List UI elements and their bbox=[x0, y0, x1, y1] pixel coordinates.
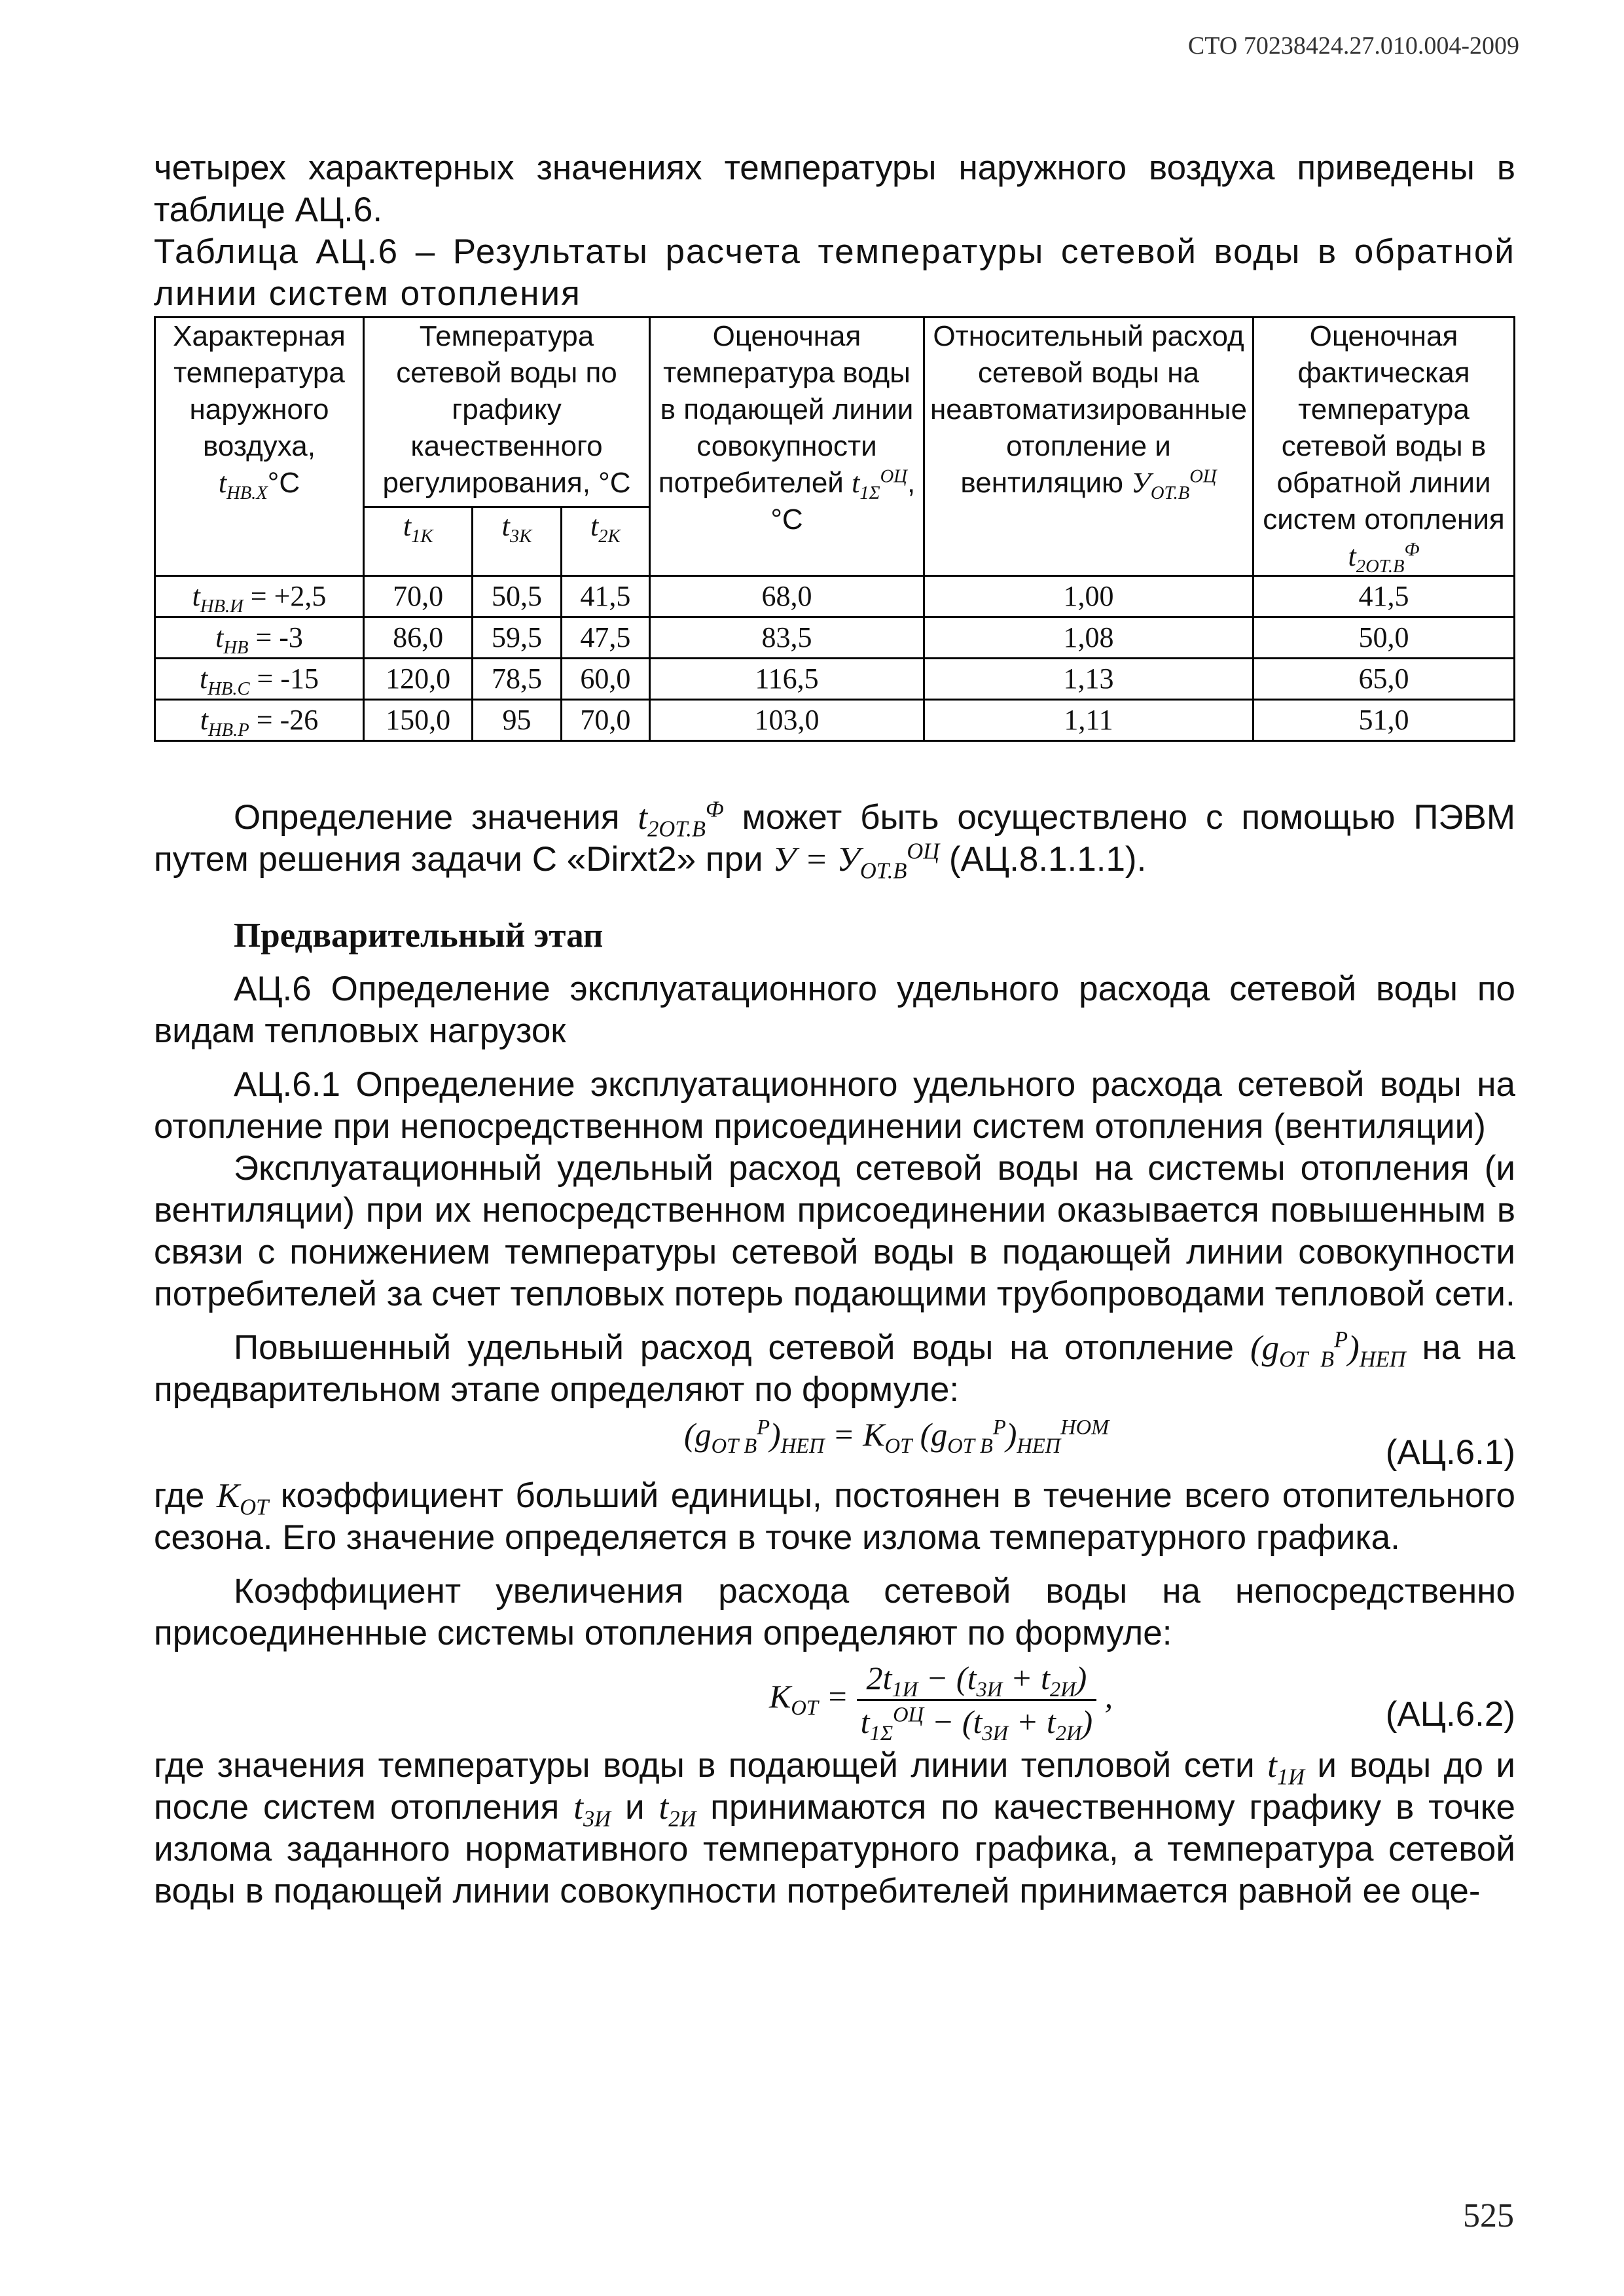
table-row: $t_{НВ.С} = -15$ 120,0 78,5 60,0 116,5 1,13 65,0 bbox=[155, 659, 1515, 700]
page-number: 525 bbox=[1463, 2197, 1514, 2234]
table-row: $t_{НВ.И} = +2,5$ 70,0 50,5 41,5 68,0 1,00 41,5 bbox=[155, 576, 1515, 617]
section-heading-preliminary: Предварительный этап bbox=[234, 917, 604, 955]
table-subheader-t2k: $t_{2K}$ bbox=[561, 507, 649, 575]
table-row: $t_{НВ} = -3$ 86,0 59,5 47,5 83,5 1,08 50,0 bbox=[155, 617, 1515, 659]
section-title-ac6: АЦ.6 Определение эксплуатационного удельного расхода сетевой воды по видам тепловых нагрузок bbox=[154, 970, 1515, 1050]
table-header-row bbox=[155, 318, 1515, 507]
where-paragraph: где значения температуры воды в подающей линии тепловой сети $t_{1И}$ и воды до и после систем отопления $t_{3И}$ и $t_{2И}$ принимаются по качественному графику в точке излома заданного нормативного температурного графика, а температура сетевой воды в подающей линии совокупности потребителей принимается равной ее оце- bbox=[154, 1746, 1516, 1910]
section-title-ac61: АЦ.6.1 Определение эксплуатационного удельного расхода сетевой воды на отопление при непосредственном присоединении систем отопления (вентиляции) bbox=[154, 1065, 1515, 1146]
table-header-supply-temp: Оценочная температура воды в подающей линии совокупности потребителей $t_{1\Sigma}^{ОЦ}$, °С bbox=[650, 318, 924, 576]
increased-flow-paragraph: Повышенный удельный расход сетевой воды на отопление $(g_{ОТ В}^Р)_{НЕП}$ на на предварительном этапе определяют по формуле: bbox=[154, 1327, 1515, 1409]
intro-paragraph: четырех характерных значениях температуры наружного воздуха приведены в таблице АЦ.6. bbox=[154, 149, 1515, 229]
results-table bbox=[154, 316, 1515, 742]
table-subheader-t3k: $t_{3K}$ bbox=[473, 507, 561, 575]
table-header-graph-temp: Температура сетевой воды по графику качественного регулирования, °С bbox=[364, 318, 650, 507]
table-header-outdoor-temp: Характерная температура наружного воздуха, $t_{НВ.Х}^\circ С$ bbox=[155, 318, 364, 576]
table-caption: Таблица АЦ.6 – Результаты расчета температуры сетевой воды в обратной линии систем отопления bbox=[154, 232, 1515, 313]
table-header-return-temp: Оценочная фактическая температура сетевой воды в обратной линии систем отопления $t_{2ОТ.В}^Ф$ bbox=[1254, 318, 1515, 576]
formula-ac6-1: $(g_{ОТ В}^Р)_{НЕП} = K_{ОТ}$ $(g_{ОТ В}^Р)_{НЕП}^{НОМ}$ (АЦ.6.1) bbox=[154, 1413, 1515, 1472]
formula-ac6-2-number: (АЦ.6.2) bbox=[1385, 1695, 1515, 1734]
definition-paragraph: Определение значения $t_{2ОТ.В}^Ф$ может быть осуществлено с помощью ПЭВМ путем решения задачи С «Dirxt2» при $У = У_{ОТ.В}^{ОЦ}$ (АЦ.8.1.1.1). bbox=[154, 797, 1516, 884]
table-row: $t_{НВ.Р} = -26$ 150,0 95 70,0 103,0 1,11 51,0 bbox=[155, 700, 1515, 741]
coefficient-paragraph: Коэффициент увеличения расхода сетевой воды на непосредственно присоединенные системы отопления определяют по формуле: bbox=[154, 1572, 1515, 1652]
formula-ac6-2: $K_{ОТ}$ = $\frac{2t_{1И} - (t_{3И} + t_{2И})}{t_{1\Sigma}^{ОЦ} - (t_{3И} + t_{2И})}$ , (АЦ.6.2) bbox=[154, 1657, 1515, 1742]
kot-paragraph: где $K_{ОТ}$ коэффициент больший единицы, постоянен в течение всего отопительного сезона. Его значение определяется в точке излома температурного графика. bbox=[154, 1476, 1515, 1557]
table-header-relative-flow: Относительный расход сетевой воды на неавтоматизированные отопление и вентиляцию $У_{ОТ.В}^{ОЦ}$ bbox=[924, 318, 1254, 576]
table-subheader-t1k: $t_{1K}$ bbox=[364, 507, 473, 575]
formula-ac6-1-number: (АЦ.6.1) bbox=[1385, 1433, 1515, 1472]
page-header: СТО 70238424.27.010.004-2009 bbox=[1187, 32, 1519, 60]
page-content bbox=[154, 147, 1515, 1912]
exploitation-paragraph: Эксплуатационный удельный расход сетевой воды на системы отопления (и вентиляции) при их непосредственном присоединении оказывается повышенным в связи с понижением температуры сетевой воды в подающей линии совокупности потребителей за счет тепловых потерь подающими трубопроводами тепловой сети. bbox=[154, 1149, 1515, 1313]
